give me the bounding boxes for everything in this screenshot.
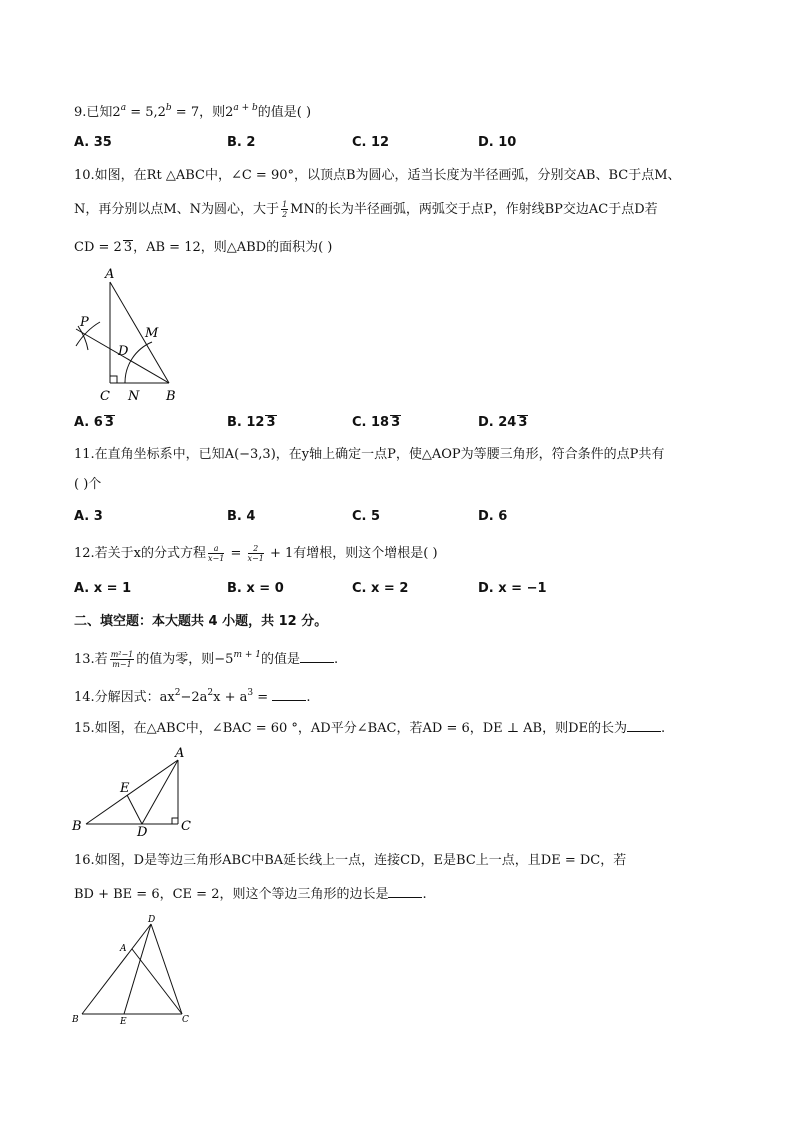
q10-seg-ab [110, 282, 169, 383]
q14-answer-blank[interactable] [272, 688, 306, 701]
q10-label-n: N [128, 389, 140, 404]
q11-line-1: 11.在直角坐标系中，已知A(−3,3)，在y轴上确定一点P，使△AOP为等腰三角形，符合条件的点P共有 [74, 447, 665, 462]
q10-label-p: P [80, 315, 89, 330]
q9-option-a[interactable]: A. 35 [74, 135, 112, 150]
q10-line-3-radical: 3 [123, 240, 133, 255]
q10-label-m: M [145, 326, 159, 341]
q13-text-3: 的值是 [260, 652, 300, 667]
q11-option-d[interactable]: D. 6 [478, 509, 508, 524]
q10-option-a[interactable] [74, 414, 115, 432]
section-2-heading: 二、填空题：本大题共 4 小题，共 12 分。 [74, 614, 328, 629]
q12-equals: = [226, 546, 246, 561]
q10-line-2-text-b: MN的长为半径画弧，两弧交于点P，作射线BP交边AC于点D若 [290, 202, 658, 217]
q10-line-3 [74, 239, 332, 257]
q15-right-angle-mark [172, 818, 178, 824]
q14-sup-1: 2 [174, 688, 181, 698]
q16-seg-cd [151, 924, 182, 1014]
q14-text-1: 14.分解因式：ax [74, 690, 175, 705]
q10-label-a: A [105, 267, 115, 282]
q16-seg-bd [82, 924, 151, 1014]
q10-line-3-text-b: ，AB = 12，则△ABD的面积为( ) [133, 240, 333, 255]
q13-sup: m + 1 [233, 650, 261, 660]
q10-option-b[interactable] [227, 414, 277, 432]
q15-label-b: B [72, 819, 82, 834]
q14-sup-3: 3 [247, 688, 254, 698]
q9-text-3: = 7，则2 [171, 105, 234, 120]
q9-option-c[interactable]: C. 12 [352, 135, 390, 150]
q10-label-c: C [100, 389, 110, 404]
q15-period: . [661, 721, 666, 736]
q12-option-b[interactable]: B. x = 0 [227, 581, 284, 596]
q12-option-d[interactable]: D. x = −1 [478, 581, 547, 596]
q11-option-b[interactable]: B. 4 [227, 509, 256, 524]
q10-line-3-text-a: CD = 2 [74, 240, 122, 255]
q12-stem [74, 544, 438, 563]
q12-option-a[interactable]: A. x = 1 [74, 581, 132, 596]
q9-sup-b: b [165, 103, 172, 113]
q15-stem [74, 719, 665, 738]
q16-line-2 [74, 885, 427, 904]
q16-label-c: C [182, 1015, 189, 1025]
q10-option-c[interactable] [352, 414, 401, 432]
q10-option-a-radical: 3 [104, 415, 114, 430]
q12-text-1: 12.若关于x的分式方程 [74, 546, 207, 561]
q14-text-2: −2a [180, 690, 208, 705]
q10-line-2 [74, 200, 658, 219]
q15-label-c: C [181, 819, 191, 834]
q13-frac-num: m²−1 [110, 650, 134, 659]
q10-label-b: B [166, 389, 176, 404]
q12-frac2-den: x−1 [247, 554, 264, 563]
q10-fraction [281, 200, 288, 219]
q9-stem [74, 104, 311, 122]
q15-seg-ad [142, 760, 178, 824]
q12-fraction-2 [248, 544, 264, 563]
q10-line-1: 10.如图，在Rt △ABC中，∠C = 90°，以顶点B为圆心，适当长度为半径画弧，分别交AB、BC于点M、 [74, 168, 681, 183]
q13-period: . [334, 652, 339, 667]
q10-line-2-text-a: N，再分别以点M、N为圆心，大于 [74, 202, 280, 217]
q9-sup-a: a [120, 103, 127, 113]
q15-label-d: D [137, 825, 148, 836]
q12-frac2-num: 2 [248, 544, 264, 554]
q16-answer-blank[interactable] [388, 885, 422, 898]
q10-frac-den: 2 [282, 210, 288, 219]
q10-option-b-radical: 3 [266, 415, 276, 430]
q10-option-d-radical: 3 [518, 415, 528, 430]
q10-option-a-text: A. 6 [74, 415, 103, 430]
q9-number: 9. [74, 105, 87, 120]
q15-text: 15.如图，在△ABC中，∠BAC = 60 °，AD平分∠BAC，若AD = 6，DE ⊥ AB，则DE的长为 [74, 721, 628, 736]
q9-option-d[interactable]: D. 10 [478, 135, 517, 150]
q14-sup-2: 2 [207, 688, 214, 698]
q15-figure [68, 744, 198, 836]
q14-period: . [306, 690, 311, 705]
q13-frac-den: m−1 [112, 660, 132, 669]
q16-label-d: D [148, 915, 156, 925]
q15-seg-de [127, 795, 142, 824]
q9-sup-ab: a + b [233, 103, 258, 113]
q10-option-c-text: C. 18 [352, 415, 390, 430]
q13-answer-blank[interactable] [300, 650, 334, 663]
q13-stem [74, 650, 338, 669]
q10-option-c-radical: 3 [391, 415, 401, 430]
q9-text-2: = 5,2 [126, 105, 166, 120]
q16-figure [68, 910, 198, 1028]
q10-figure [72, 266, 192, 406]
q16-label-e: E [120, 1017, 127, 1027]
q15-answer-blank[interactable] [627, 719, 661, 732]
q14-stem [74, 688, 310, 707]
q14-text-3: x + a [213, 690, 248, 705]
q10-frac-num: 1 [282, 200, 288, 209]
q12-frac1-den: x−1 [208, 554, 225, 563]
q13-text-1: 13.若 [74, 652, 108, 667]
q12-fraction-1 [208, 544, 224, 563]
q15-label-a: A [175, 746, 185, 761]
q11-option-c[interactable]: C. 5 [352, 509, 381, 524]
q10-label-d: D [118, 344, 129, 359]
q9-text-1: 已知2 [86, 105, 121, 120]
q10-option-b-text: B. 12 [227, 415, 265, 430]
q9-option-b[interactable]: B. 2 [227, 135, 256, 150]
q16-seg-ac [132, 949, 182, 1014]
q12-frac1-num: a [208, 544, 224, 554]
q9-text-4: 的值是( ) [257, 105, 312, 120]
q12-option-c[interactable]: C. x = 2 [352, 581, 409, 596]
q13-text-2: 的值为零，则−5 [136, 652, 234, 667]
q12-text-2: + 1有增根，则这个增根是( ) [265, 546, 438, 561]
q16-label-b: B [72, 1015, 79, 1025]
q10-right-angle-mark [110, 376, 117, 383]
q11-option-a[interactable]: A. 3 [74, 509, 103, 524]
q16-line-1: 16.如图，D是等边三角形ABC中BA延长线上一点，连接CD，E是BC上一点，且DE = DC，若 [74, 853, 627, 868]
q10-option-d-text: D. 24 [478, 415, 517, 430]
q16-period: . [422, 887, 427, 902]
q16-line-2-text: BD + BE = 6，CE = 2，则这个等边三角形的边长是 [74, 887, 389, 902]
q15-label-e: E [120, 781, 130, 796]
q13-fraction [110, 650, 135, 669]
q14-text-4: = [253, 690, 273, 705]
q10-option-d[interactable] [478, 414, 528, 432]
q16-label-a: A [120, 944, 127, 954]
q15-seg-ab [86, 760, 178, 824]
q11-line-2: ( )个 [74, 477, 102, 492]
q10-arc-mn [125, 342, 152, 383]
